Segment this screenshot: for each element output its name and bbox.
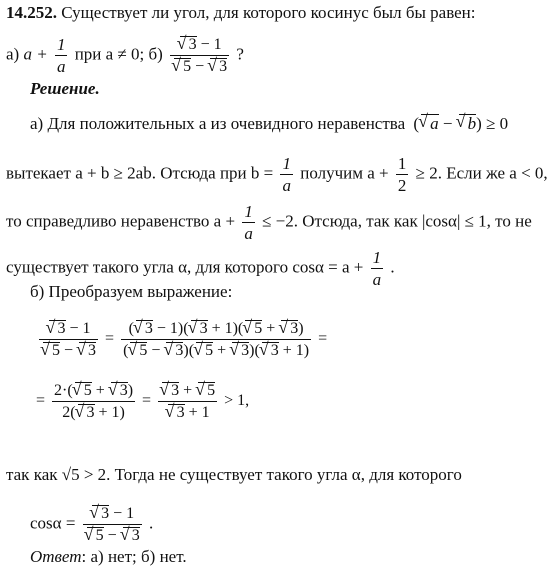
problem-question: Существует ли угол, для которого косинус был бы равен: <box>61 3 476 22</box>
line-1: а) Для положительных a из очевидного неравенства (√ a − √ b) ≥ 0 <box>30 114 508 132</box>
line-4: существует такого угла α, для которого cosα = a + $\frac{1}{a}$ . <box>6 248 395 289</box>
answer-text: : а) нет; б) нет. <box>81 547 187 566</box>
cos-line: cosα = √ 3 − 1 √ 5 − √ 3 . <box>30 505 153 544</box>
answer-label: Ответ <box>30 547 82 566</box>
answer-line <box>30 548 187 565</box>
line-2: вытекает a + b ≥ 2ab. Отсюда при b = $\frac{1}{a}$ получим a + $\frac{1}{2}$ ≥ 2. Если же a < 0, <box>6 154 548 195</box>
solution-heading: Решение. <box>30 79 100 98</box>
line-last: так как √5 > 2. Тогда не существует такого угла α, для которого <box>6 465 462 484</box>
equation-1: √ 3 − 1 √ 5 − √ 3 = $\frac{(√ 3 - 1)(√ 3 + 1)(√ 5 + √ 3)}{(√ 5 - √ 3)(√ 5 + √ 3)(√ 3 + 1)}$ = <box>36 320 327 359</box>
problem-parts: а) a + $\frac{1}{a}$ при a ≠ 0; б) √ 3 − 1 √ 5 − √ 3 ? <box>6 36 244 75</box>
equation-2: = $\frac{2\cdot(√ 5 + √ 3)}{2(√ 3 + 1)}$ = √ 3 + √ 5 √ 3 + 1 > 1, <box>36 382 249 421</box>
line-3: то справедливо неравенство a + $\frac{1}{a}$ ≤ −2. Отсюда, так как |cosα| ≤ 1, то не <box>6 202 532 243</box>
line-5: б) Преобразуем выражение: <box>30 282 233 301</box>
problem-statement <box>6 4 475 21</box>
problem-number: 14.252. <box>6 3 57 22</box>
